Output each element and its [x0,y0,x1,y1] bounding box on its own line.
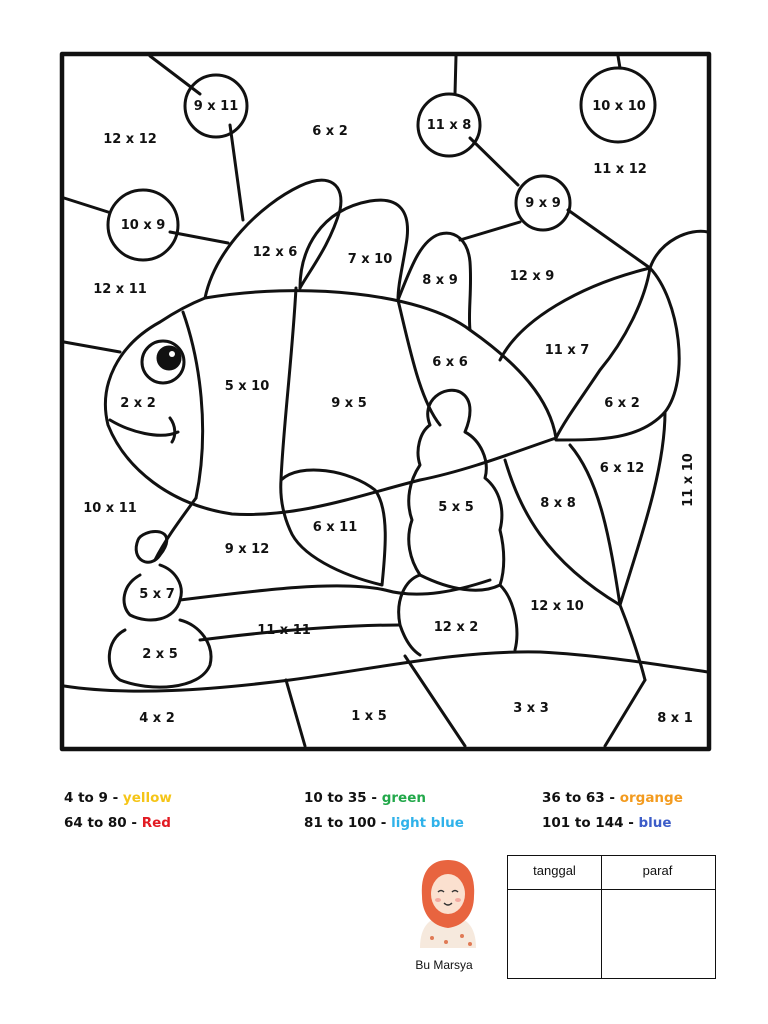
cell-label: 8 x 9 [422,273,458,288]
table-divider [601,856,602,978]
cell-label: 1 x 5 [351,709,387,724]
cell-label: 8 x 8 [540,496,576,511]
legend-item [542,815,672,831]
cell-label: 6 x 2 [312,124,348,139]
cell-label: 10 x 9 [120,218,166,233]
cell-label: 11 x 12 [593,162,647,177]
cell-label: 12 x 10 [530,599,584,614]
legend-range: 10 to 35 - [304,790,382,806]
legend-color-name: yellow [122,790,172,806]
cell-label: 6 x 11 [312,520,358,535]
cell-label: 3 x 3 [513,701,549,716]
legend-color-name: blue [638,815,672,831]
table-divider [508,889,715,890]
cell-label: 6 x 6 [432,355,468,370]
cell-label: 9 x 5 [331,396,367,411]
cell-label: 2 x 2 [120,396,156,411]
cell-label: 12 x 2 [433,620,479,635]
legend-range: 4 to 9 - [64,790,123,806]
legend-range: 36 to 63 - [542,790,620,806]
cell-label: 5 x 5 [438,500,474,515]
cell-label: 4 x 2 [139,711,175,726]
legend-range: 64 to 80 - [64,815,142,831]
legend-range: 81 to 100 - [304,815,392,831]
signature-table [507,855,716,979]
cell-label: 7 x 10 [347,252,393,267]
teacher-name: Bu Marsya [415,958,473,972]
cell-label: 5 x 10 [224,379,270,394]
cell-label: 11 x 8 [426,118,472,133]
signature-column-header: paraf [642,863,673,878]
cell-label: 9 x 9 [525,196,561,211]
legend-item [542,790,683,806]
cell-label: 10 x 10 [592,99,646,114]
cell-label: 11 x 11 [257,623,311,638]
cell-label: 12 x 9 [509,269,555,284]
legend-color-name: organge [619,790,683,806]
cell-label: 2 x 5 [142,647,178,662]
cell-label: 11 x 7 [544,343,590,358]
cell-label: 6 x 12 [599,461,645,476]
legend-color-name: Red [141,815,171,831]
date-column-header: tanggal [533,863,576,878]
legend-color-name: green [381,790,426,806]
cell-label: 11 x 10 [681,453,696,507]
legend-range: 101 to 144 - [542,815,639,831]
teacher-avatar [412,856,484,948]
legend-item [64,815,171,831]
legend-color-name: light blue [391,815,464,831]
legend-item [64,790,172,806]
cell-label: 12 x 12 [103,132,157,147]
cell-label: 5 x 7 [139,587,175,602]
cell-label: 8 x 1 [657,711,693,726]
cell-label: 9 x 12 [224,542,270,557]
cell-label: 10 x 11 [83,501,137,516]
cell-label: 12 x 6 [252,245,298,260]
cell-label: 9 x 11 [193,99,239,114]
legend-item [304,790,426,806]
legend-item [304,815,464,831]
cell-label: 12 x 11 [93,282,147,297]
cell-label: 6 x 2 [604,396,640,411]
